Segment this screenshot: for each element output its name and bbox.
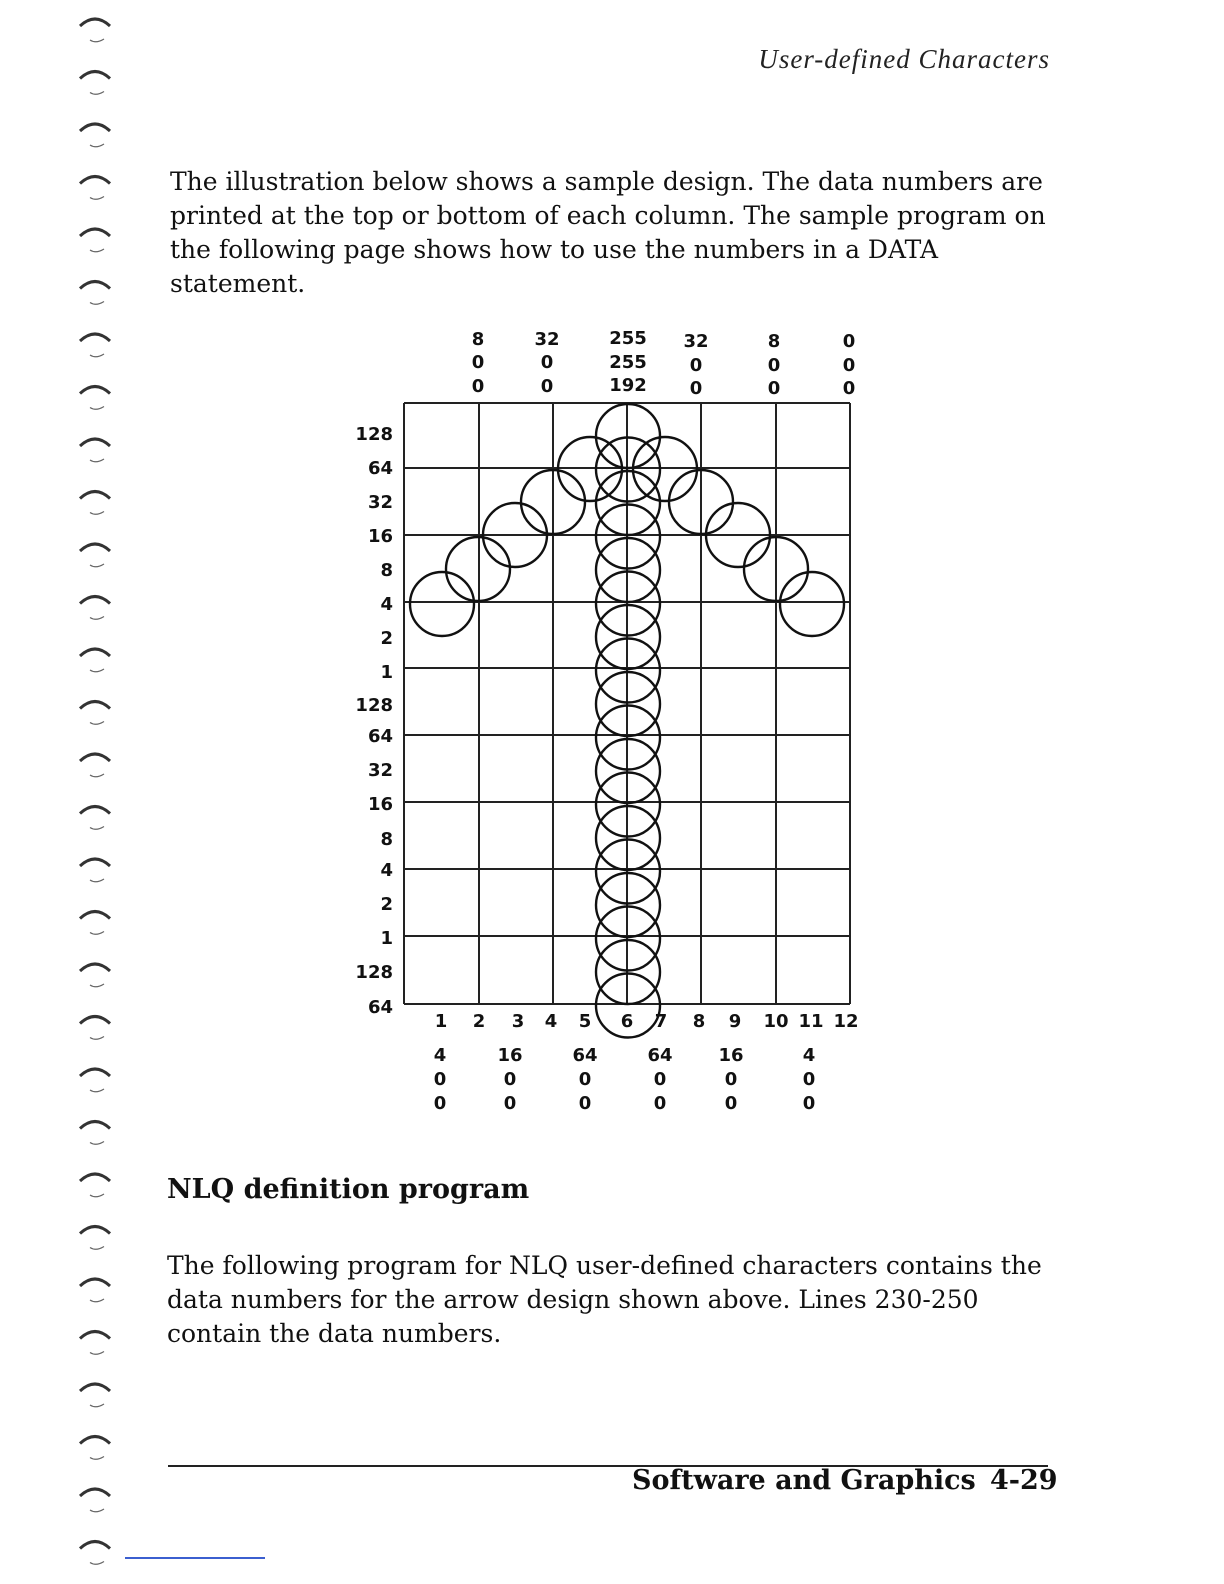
dot-circle: [780, 572, 844, 636]
top-data-number: 32: [683, 331, 709, 352]
column-number: 10: [763, 1011, 789, 1032]
top-data-number: 8: [471, 329, 485, 350]
bottom-data-number: 4: [433, 1045, 447, 1066]
bottom-data-number: 0: [802, 1093, 816, 1114]
top-data-number: 0: [842, 378, 856, 399]
top-data-number: 192: [609, 375, 647, 396]
top-data-number: 0: [689, 378, 703, 399]
top-data-number: 8: [767, 331, 781, 352]
column-number: 3: [511, 1011, 525, 1032]
top-data-number: 0: [471, 376, 485, 397]
footer-title: Software and Graphics: [632, 1465, 976, 1496]
row-bit-label: 32: [367, 492, 393, 513]
row-bit-label: 64: [367, 997, 393, 1018]
row-bit-label: 64: [367, 726, 393, 747]
top-data-number: 255: [609, 352, 647, 373]
column-number: 12: [833, 1011, 859, 1032]
bottom-data-number: 0: [578, 1093, 592, 1114]
page-number: 4-29: [990, 1465, 1058, 1496]
row-bit-label: 128: [355, 424, 393, 445]
row-bit-label: 2: [380, 628, 393, 649]
section-paragraph: The following program for NLQ user-defined characters contains the data numbers for the arrow design shown above. Lines 230-250 contain the data numbers.: [167, 1251, 1042, 1348]
top-data-number: 0: [842, 355, 856, 376]
bottom-data-number: 0: [503, 1069, 517, 1090]
column-number: 2: [472, 1011, 486, 1032]
row-bit-label: 1: [380, 928, 393, 949]
top-data-number: 0: [689, 355, 703, 376]
row-bit-label: 16: [367, 794, 393, 815]
row-bit-label: 4: [380, 594, 393, 615]
top-data-number: 0: [842, 331, 856, 352]
top-data-number: 255: [609, 328, 647, 349]
row-bit-label: 1: [380, 662, 393, 683]
bottom-data-number: 0: [433, 1093, 447, 1114]
dot-circle: [410, 572, 474, 636]
bottom-data-number: 0: [653, 1069, 667, 1090]
row-bit-label: 128: [355, 962, 393, 983]
top-data-number: 0: [767, 355, 781, 376]
bottom-data-number: 16: [497, 1045, 523, 1066]
top-data-number: 0: [471, 352, 485, 373]
bottom-data-number: 4: [802, 1045, 816, 1066]
column-number: 1: [434, 1011, 448, 1032]
bottom-data-number: 0: [653, 1093, 667, 1114]
bottom-data-number: 16: [718, 1045, 744, 1066]
top-data-number: 0: [540, 352, 554, 373]
running-header: User-defined Characters: [758, 44, 1050, 74]
row-bit-label: 32: [367, 760, 393, 781]
bottom-edge-mark: [125, 1557, 265, 1559]
bottom-data-number: 0: [433, 1069, 447, 1090]
section-heading: NLQ definition program: [167, 1174, 530, 1205]
row-bit-label: 64: [367, 458, 393, 479]
row-bit-label: 4: [380, 860, 393, 881]
row-bit-label: 8: [380, 560, 393, 581]
row-bit-label: 2: [380, 894, 393, 915]
bottom-data-number: 0: [802, 1069, 816, 1090]
column-number: 9: [728, 1011, 742, 1032]
row-bit-label: 8: [380, 829, 393, 850]
bottom-data-number: 0: [503, 1093, 517, 1114]
column-number: 7: [654, 1011, 668, 1032]
bottom-data-number: 64: [647, 1045, 673, 1066]
column-number: 8: [692, 1011, 706, 1032]
bottom-data-number: 0: [578, 1069, 592, 1090]
column-number: 6: [620, 1011, 634, 1032]
top-data-number: 32: [534, 329, 560, 350]
bottom-data-number: 64: [572, 1045, 598, 1066]
top-data-number: 0: [540, 376, 554, 397]
column-number: 4: [544, 1011, 558, 1032]
column-number: 5: [578, 1011, 592, 1032]
bottom-data-number: 0: [724, 1069, 738, 1090]
row-bit-label: 128: [355, 695, 393, 716]
top-data-number: 0: [767, 378, 781, 399]
bottom-data-number: 0: [724, 1093, 738, 1114]
column-number: 11: [798, 1011, 824, 1032]
intro-paragraph: The illustration below shows a sample design. The data numbers are printed at the top or bottom of each column. The sample program on the following page shows how to use the numbers in a DATA statement.: [170, 167, 1046, 298]
row-bit-label: 16: [367, 526, 393, 547]
